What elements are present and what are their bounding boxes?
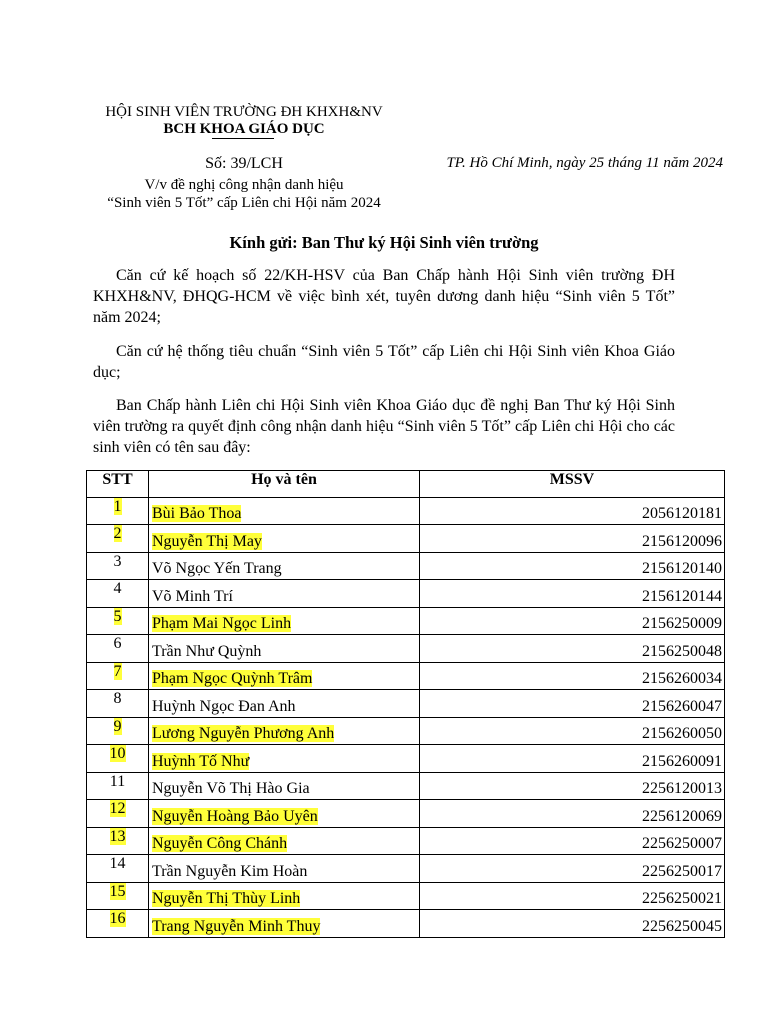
department-name: BCH KHOA GIÁO DỤC (163, 121, 325, 137)
table-row (87, 497, 725, 525)
student-id: 2256120069 (642, 807, 722, 825)
row-number: 14 (109, 855, 126, 872)
student-id: 2156260034 (642, 670, 722, 687)
row-number: 2 (113, 525, 122, 542)
document-number: Số: 39/LCH (205, 155, 283, 172)
student-id: 2256250017 (642, 862, 722, 880)
student-name: Bùi Bảo Thoa (152, 505, 242, 522)
row-number: 6 (113, 635, 122, 652)
table-row (87, 800, 725, 828)
row-number: 3 (113, 552, 122, 570)
row-number: 5 (113, 607, 122, 625)
student-id: 2056120181 (642, 505, 722, 522)
table-row (87, 882, 725, 910)
row-number: 4 (113, 580, 122, 597)
row-number: 1 (113, 497, 122, 515)
column-header-stt: STT (87, 471, 149, 498)
table-row (87, 827, 725, 855)
header-divider (212, 138, 274, 139)
table-row (87, 525, 725, 553)
column-header-mssv: MSSV (420, 471, 725, 498)
table-header-row (87, 471, 725, 498)
salutation: Kính gửi: Ban Thư ký Hội Sinh viên trường (229, 233, 539, 252)
student-name: Nguyễn Thị Thùy Linh (152, 890, 301, 907)
table-row (87, 635, 725, 663)
table-row (87, 580, 725, 608)
student-id: 2256120013 (642, 780, 722, 797)
student-name: Võ Minh Trí (152, 587, 233, 605)
paragraph-basis-plan: Căn cứ kế hoạch số 22/KH-HSV của Ban Chấp hành Hội Sinh viên trường ĐH KHXH&NV, ĐHQG-HCM về việc bình xét, tuyên dương danh hiệu “Sinh viên 5 Tốt” năm 2024; (93, 267, 675, 326)
table-row (87, 552, 725, 580)
row-number: 12 (109, 800, 126, 817)
student-name: Huỳnh Ngọc Đan Anh (152, 697, 296, 715)
student-id: 2256250045 (642, 917, 722, 935)
row-number: 11 (109, 772, 126, 790)
student-id: 2156250048 (642, 642, 722, 660)
student-name: Phạm Mai Ngọc Linh (152, 615, 292, 632)
student-id: 2156120144 (642, 587, 722, 605)
table-row (87, 607, 725, 635)
table-body (87, 497, 725, 937)
student-id: 2156260047 (642, 697, 722, 715)
student-name: Trần Nguyễn Kim Hoàn (152, 862, 308, 880)
student-name: Huỳnh Tố Như (152, 752, 250, 770)
student-table (86, 470, 725, 938)
student-name: Nguyễn Võ Thị Hào Gia (152, 780, 310, 797)
student-name: Phạm Ngọc Quỳnh Trâm (152, 670, 313, 687)
student-id: 2256250021 (642, 890, 722, 907)
paragraph-proposal: Ban Chấp hành Liên chi Hội Sinh viên Khoa Giáo dục đề nghị Ban Thư ký Hội Sinh viên trường ra quyết định công nhận danh hiệu “Sinh viên 5 Tốt” cấp Liên chi Hội cho các sinh viên có tên sau đây: (93, 397, 675, 456)
student-name: Nguyễn Hoàng Bảo Uyên (152, 807, 318, 825)
table-row (87, 662, 725, 690)
table-row (87, 910, 725, 938)
row-number: 9 (113, 717, 122, 735)
table-row (87, 855, 725, 883)
organization-name: HỘI SINH VIÊN TRƯỜNG ĐH KHXH&NV (105, 104, 383, 120)
place-and-date: TP. Hồ Chí Minh, ngày 25 tháng 11 năm 2024 (446, 155, 723, 171)
row-number: 7 (113, 662, 122, 680)
row-number: 16 (109, 910, 126, 927)
student-id: 2156260050 (642, 725, 722, 742)
student-name: Trần Như Quỳnh (152, 642, 262, 660)
table-row (87, 690, 725, 718)
row-number: 13 (109, 827, 126, 845)
paragraph-basis-criteria: Căn cứ hệ thống tiêu chuẩn “Sinh viên 5 Tốt” cấp Liên chi Hội Sinh viên Khoa Giáo dục; (93, 343, 675, 381)
column-header-name: Họ và tên (149, 471, 420, 498)
subject-line-1: V/v đề nghị công nhận danh hiệu (144, 177, 344, 193)
row-number: 8 (113, 690, 122, 707)
student-id: 2156260091 (642, 752, 722, 770)
table-row (87, 717, 725, 745)
table-row (87, 745, 725, 773)
student-id: 2256250007 (642, 835, 722, 852)
student-id: 2156120096 (642, 532, 722, 550)
student-name: Võ Ngọc Yến Trang (152, 560, 282, 577)
student-name: Lương Nguyễn Phương Anh (152, 725, 335, 742)
student-name: Nguyễn Công Chánh (152, 835, 288, 852)
student-name: Nguyễn Thị May (152, 532, 262, 550)
table-row (87, 772, 725, 800)
student-id: 2156250009 (642, 615, 722, 632)
row-number: 15 (109, 882, 126, 900)
row-number: 10 (109, 745, 126, 762)
subject-line-2: “Sinh viên 5 Tốt” cấp Liên chi Hội năm 2024 (107, 195, 381, 211)
student-id: 2156120140 (642, 560, 722, 577)
student-name: Trang Nguyễn Minh Thuy (152, 917, 321, 935)
